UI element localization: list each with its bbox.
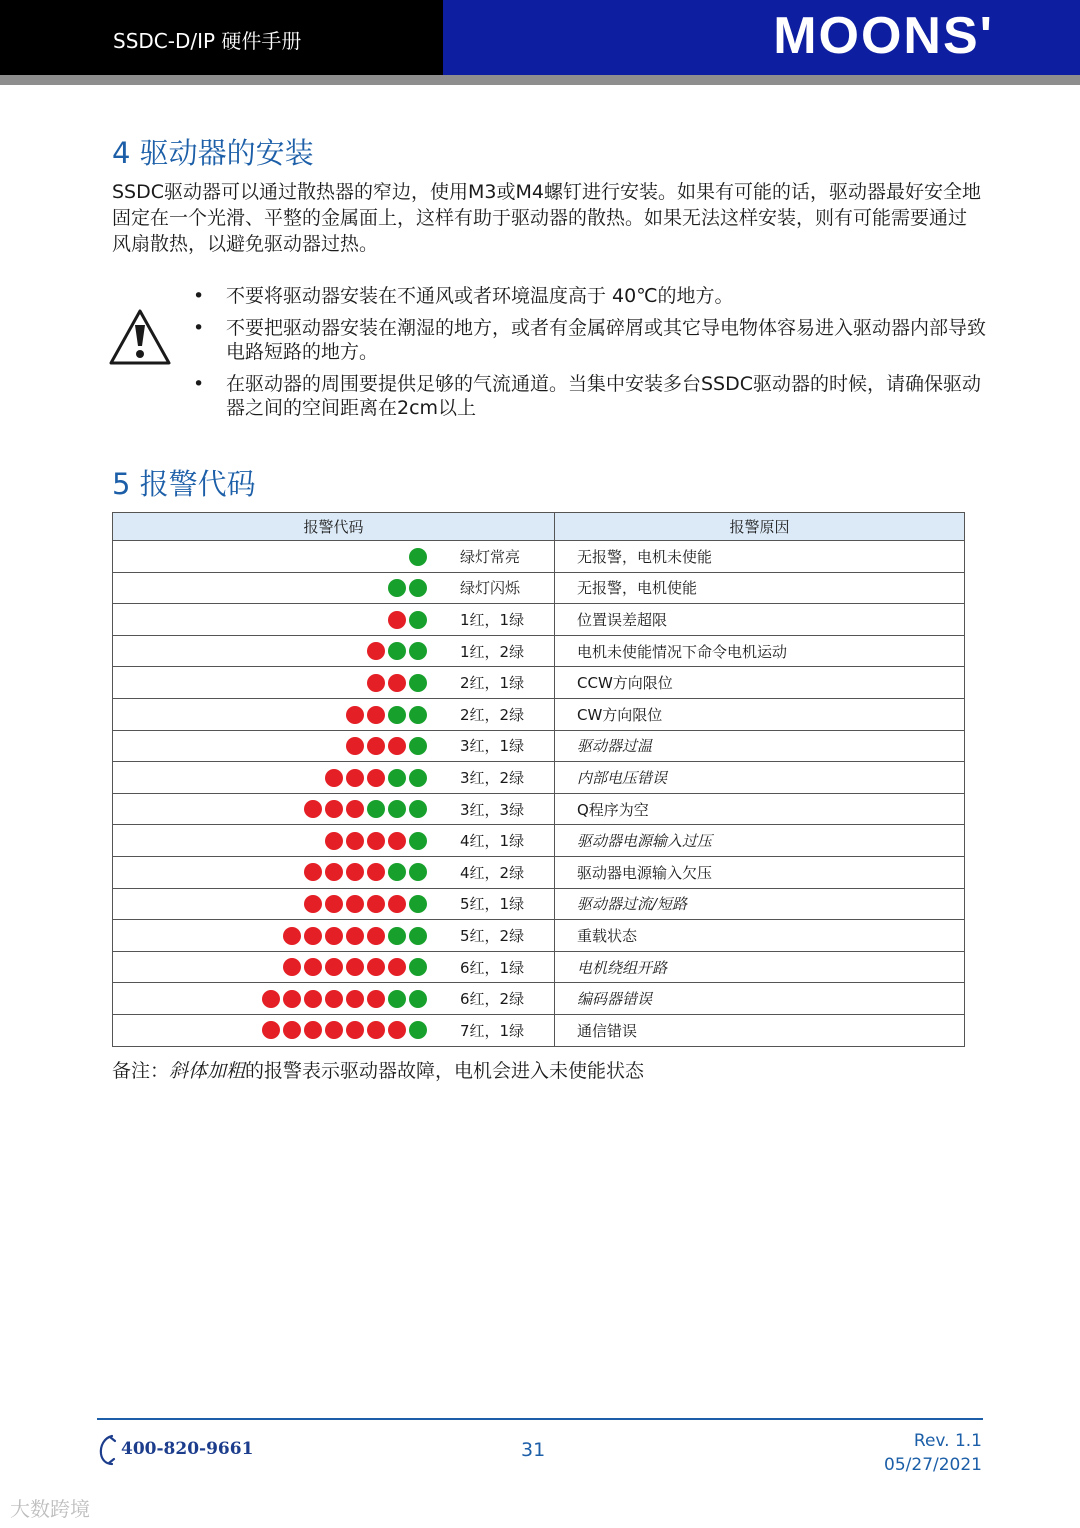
red-led-icon: [367, 674, 385, 692]
warning-list: [193, 284, 993, 428]
alarm-code: 1红，1绿: [435, 604, 555, 636]
red-led-icon: [367, 895, 385, 913]
alarm-code: 3红，2绿: [435, 762, 555, 794]
alarm-reason: CCW方向限位: [555, 667, 965, 699]
table-row: [113, 730, 965, 762]
led-pattern: [113, 730, 436, 762]
red-led-icon: [325, 832, 343, 850]
header-title-bar: [0, 0, 443, 75]
red-led-icon: [367, 737, 385, 755]
green-led-icon: [409, 832, 427, 850]
revision-date: 05/27/2021: [884, 1455, 982, 1475]
alarm-code: 3红，3绿: [435, 793, 555, 825]
table-row: [113, 793, 965, 825]
alarm-reason: 位置误差超限: [555, 604, 965, 636]
green-led-icon: [409, 1021, 427, 1039]
red-led-icon: [367, 642, 385, 660]
header-logo-bar: [443, 0, 1080, 75]
led-pattern: [113, 541, 436, 573]
red-led-icon: [283, 958, 301, 976]
alarm-code-table: [112, 512, 965, 1047]
table-row: [113, 1014, 965, 1046]
green-led-icon: [409, 706, 427, 724]
footer-revision: [884, 1429, 982, 1477]
red-led-icon: [346, 1021, 364, 1039]
green-led-icon: [409, 927, 427, 945]
green-led-icon: [409, 769, 427, 787]
green-led-icon: [388, 706, 406, 724]
red-led-icon: [304, 958, 322, 976]
alarm-reason: 重载状态: [555, 920, 965, 952]
red-led-icon: [325, 927, 343, 945]
phone-icon: [98, 1434, 118, 1466]
red-led-icon: [388, 737, 406, 755]
red-led-icon: [304, 990, 322, 1008]
red-led-icon: [346, 895, 364, 913]
red-led-icon: [304, 800, 322, 818]
alarm-reason: Q程序为空: [555, 793, 965, 825]
warning-icon: [108, 308, 172, 366]
green-led-icon: [388, 990, 406, 1008]
red-led-icon: [388, 832, 406, 850]
red-led-icon: [283, 927, 301, 945]
alarm-reason: 无报警，电机未使能: [555, 541, 965, 573]
header-divider: [0, 75, 1080, 85]
red-led-icon: [262, 990, 280, 1008]
green-led-icon: [409, 674, 427, 692]
red-led-icon: [388, 1021, 406, 1039]
table-row: [113, 888, 965, 920]
led-pattern: [113, 856, 436, 888]
green-led-icon: [409, 737, 427, 755]
red-led-icon: [346, 958, 364, 976]
green-led-icon: [409, 800, 427, 818]
alarm-reason: 无报警，电机使能: [555, 572, 965, 604]
green-led-icon: [409, 548, 427, 566]
red-led-icon: [367, 769, 385, 787]
led-pattern: [113, 1014, 436, 1046]
green-led-icon: [409, 863, 427, 881]
red-led-icon: [346, 863, 364, 881]
table-row: [113, 856, 965, 888]
red-led-icon: [346, 769, 364, 787]
red-led-icon: [325, 958, 343, 976]
red-led-icon: [283, 990, 301, 1008]
red-led-icon: [367, 1021, 385, 1039]
alarm-code: 5红，2绿: [435, 920, 555, 952]
red-led-icon: [367, 706, 385, 724]
red-led-icon: [346, 800, 364, 818]
red-led-icon: [346, 990, 364, 1008]
red-led-icon: [367, 958, 385, 976]
alarm-reason: 驱动器过流/短路: [555, 888, 965, 920]
red-led-icon: [325, 895, 343, 913]
green-led-icon: [388, 927, 406, 945]
moons-logo: MOONS': [773, 7, 994, 65]
alarm-reason: 编码器错误: [555, 983, 965, 1015]
table-row: [113, 698, 965, 730]
red-led-icon: [367, 863, 385, 881]
red-led-icon: [304, 863, 322, 881]
red-led-icon: [304, 1021, 322, 1039]
green-led-icon: [388, 579, 406, 597]
alarm-code: 1红，2绿: [435, 635, 555, 667]
alarm-table-body: [113, 541, 965, 1047]
green-led-icon: [409, 958, 427, 976]
led-pattern: [113, 920, 436, 952]
red-led-icon: [388, 958, 406, 976]
red-led-icon: [346, 706, 364, 724]
led-pattern: [113, 825, 436, 857]
alarm-code: 绿灯常亮: [435, 541, 555, 573]
footer-divider: [97, 1418, 983, 1420]
red-led-icon: [367, 990, 385, 1008]
red-led-icon: [325, 1021, 343, 1039]
warning-item: • 不要把驱动器安装在潮湿的地方，或者有金属碎屑或其它导电物体容易进入驱动器内部导致电路短路的地方。: [193, 316, 993, 364]
table-row: [113, 635, 965, 667]
led-pattern: [113, 604, 436, 636]
alarm-reason: 驱动器电源输入过压: [555, 825, 965, 857]
red-led-icon: [388, 895, 406, 913]
led-pattern: [113, 983, 436, 1015]
led-pattern: [113, 888, 436, 920]
led-pattern: [113, 698, 436, 730]
alarm-reason: 电机未使能情况下命令电机运动: [555, 635, 965, 667]
table-row: [113, 983, 965, 1015]
table-row: [113, 920, 965, 952]
green-led-icon: [388, 863, 406, 881]
alarm-code: 5红，1绿: [435, 888, 555, 920]
red-led-icon: [367, 832, 385, 850]
section-4-paragraph: SSDC驱动器可以通过散热器的窄边，使用M3或M4螺钉进行安装。如果有可能的话，驱动器最好安全地固定在一个光滑、平整的金属面上，这样有助于驱动器的散热。如果无法这样安装，则有可能需要通过风扇散热，以避免驱动器过热。: [112, 181, 981, 255]
green-led-icon: [367, 800, 385, 818]
table-header-row: [113, 513, 965, 541]
alarm-code: 2红，1绿: [435, 667, 555, 699]
alarm-reason: 通信错误: [555, 1014, 965, 1046]
alarm-reason: 电机绕组开路: [555, 951, 965, 983]
alarm-reason: 驱动器电源输入欠压: [555, 856, 965, 888]
led-pattern: [113, 762, 436, 794]
alarm-code: 4红，2绿: [435, 856, 555, 888]
alarm-code: 2红，2绿: [435, 698, 555, 730]
alarm-code: 3红，1绿: [435, 730, 555, 762]
table-row: [113, 825, 965, 857]
header-alarm-code: 报警代码: [113, 513, 555, 541]
table-row: [113, 762, 965, 794]
section-4-heading: 4 驱动器的安装: [112, 136, 314, 170]
alarm-code: 4红，1绿: [435, 825, 555, 857]
red-led-icon: [325, 800, 343, 818]
green-led-icon: [409, 579, 427, 597]
watermark: 大数跨境: [10, 1497, 90, 1521]
red-led-icon: [346, 737, 364, 755]
red-led-icon: [304, 927, 322, 945]
alarm-reason: 内部电压错误: [555, 762, 965, 794]
green-led-icon: [409, 642, 427, 660]
green-led-icon: [409, 990, 427, 1008]
red-led-icon: [346, 927, 364, 945]
table-row: [113, 951, 965, 983]
section-5-heading: 5 报警代码: [112, 467, 256, 501]
green-led-icon: [409, 611, 427, 629]
alarm-code: 7红，1绿: [435, 1014, 555, 1046]
table-row: [113, 667, 965, 699]
note-emphasis: 斜体加粗: [169, 1060, 246, 1082]
revision-label: Rev. 1.1: [913, 1431, 982, 1451]
alarm-reason: CW方向限位: [555, 698, 965, 730]
red-led-icon: [325, 863, 343, 881]
note-suffix: 的报警表示驱动器故障，电机会进入未使能状态: [245, 1060, 645, 1082]
red-led-icon: [388, 611, 406, 629]
note-prefix: 备注：: [112, 1060, 170, 1082]
led-pattern: [113, 635, 436, 667]
footer-phone: 400-820-9661: [121, 1439, 254, 1459]
green-led-icon: [388, 642, 406, 660]
header-alarm-reason: 报警原因: [555, 513, 965, 541]
red-led-icon: [325, 990, 343, 1008]
green-led-icon: [409, 895, 427, 913]
red-led-icon: [388, 674, 406, 692]
table-row: [113, 541, 965, 573]
table-row: [113, 604, 965, 636]
red-led-icon: [346, 832, 364, 850]
led-pattern: [113, 793, 436, 825]
red-led-icon: [283, 1021, 301, 1039]
alarm-code: 6红，1绿: [435, 951, 555, 983]
header-title: SSDC-D/IP 硬件手册: [113, 29, 302, 53]
table-note: [112, 1056, 644, 1083]
red-led-icon: [325, 769, 343, 787]
warning-item: • 不要将驱动器安装在不通风或者环境温度高于 40℃的地方。: [193, 284, 993, 308]
red-led-icon: [367, 927, 385, 945]
alarm-code: 绿灯闪烁: [435, 572, 555, 604]
alarm-reason: 驱动器过温: [555, 730, 965, 762]
warning-item: • 在驱动器的周围要提供足够的气流通道。当集中安装多台SSDC驱动器的时候，请确保驱动 器之间的空间距离在2cm以上: [193, 372, 993, 420]
green-led-icon: [388, 769, 406, 787]
page-number: 31: [521, 1439, 546, 1461]
red-led-icon: [262, 1021, 280, 1039]
red-led-icon: [304, 895, 322, 913]
led-pattern: [113, 667, 436, 699]
green-led-icon: [388, 800, 406, 818]
table-row: [113, 572, 965, 604]
led-pattern: [113, 572, 436, 604]
alarm-code: 6红，2绿: [435, 983, 555, 1015]
led-pattern: [113, 951, 436, 983]
